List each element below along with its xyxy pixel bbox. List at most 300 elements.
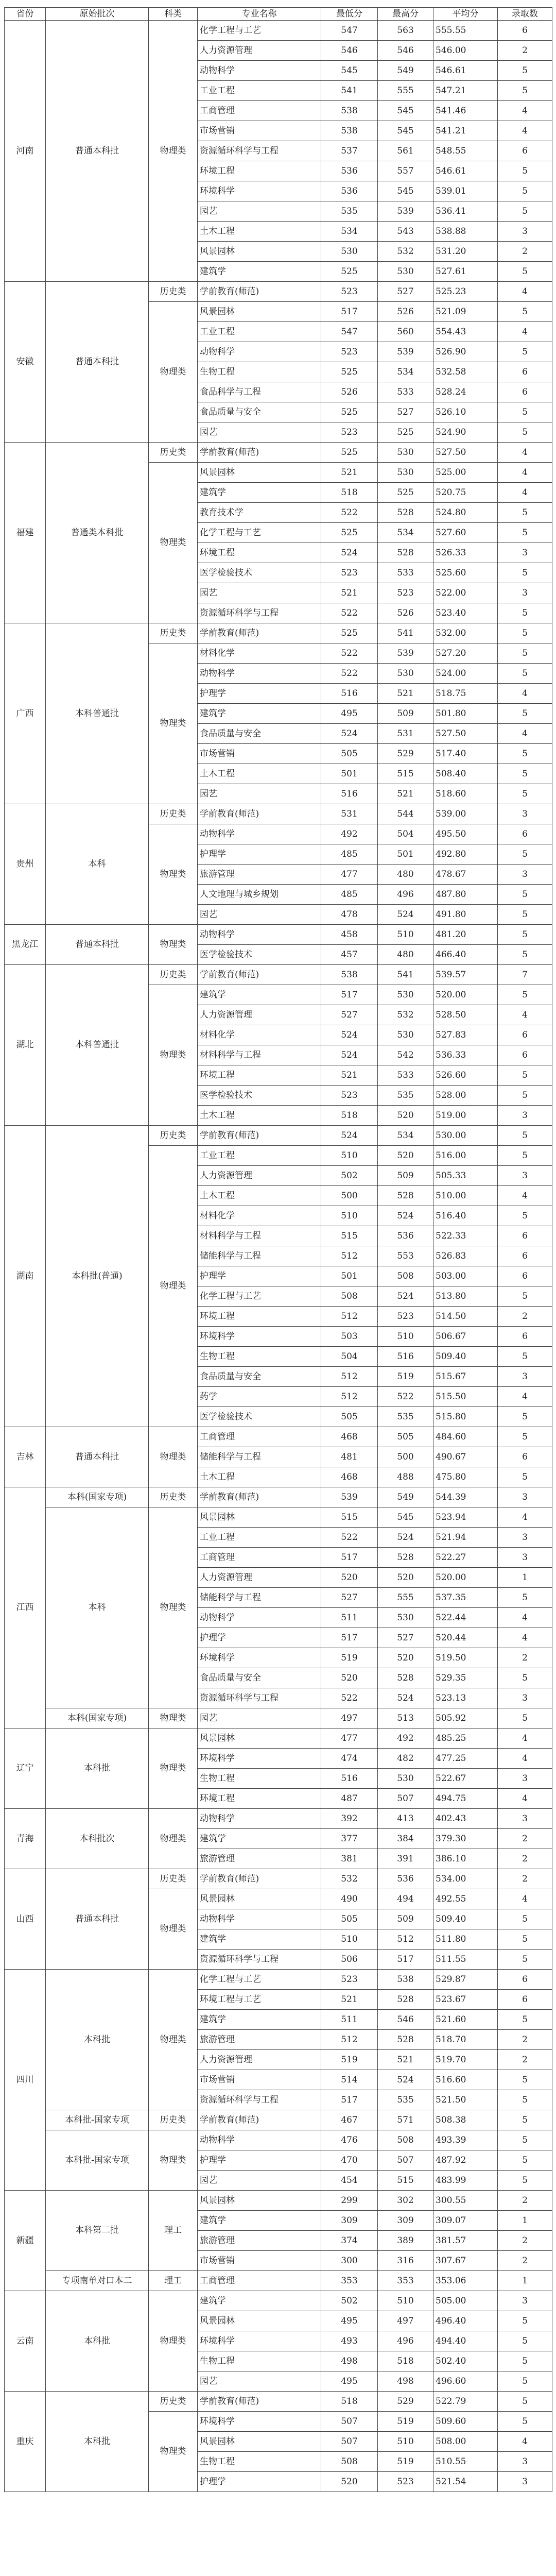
admitted-count-cell: 5 — [498, 2150, 552, 2171]
avg-score-cell: 478.67 — [433, 865, 498, 885]
avg-score-cell: 520.00 — [433, 985, 498, 1005]
admitted-count-cell: 5 — [498, 1206, 552, 1226]
min-score-cell: 525 — [321, 443, 378, 463]
max-score-cell: 545 — [378, 101, 433, 121]
category-cell: 物理类 — [149, 1507, 198, 1708]
max-score-cell: 384 — [378, 1829, 433, 1849]
category-cell: 历史类 — [149, 804, 198, 824]
admitted-count-cell: 5 — [498, 523, 552, 543]
avg-score-cell: 516.40 — [433, 1206, 498, 1226]
admitted-count-cell: 5 — [498, 2371, 552, 2392]
avg-score-cell: 466.40 — [433, 945, 498, 965]
min-score-cell: 537 — [321, 141, 378, 161]
category-cell: 物理类 — [149, 1728, 198, 1809]
province-cell: 广西 — [5, 623, 46, 804]
major-name-cell: 旅游管理 — [198, 2030, 321, 2050]
major-name-cell: 园艺 — [198, 1708, 321, 1728]
admitted-count-cell: 5 — [498, 302, 552, 322]
major-name-cell: 材料科学与工程 — [198, 1045, 321, 1065]
admitted-count-cell: 5 — [498, 2130, 552, 2150]
admitted-count-cell: 5 — [498, 1950, 552, 1970]
major-name-cell: 化学工程与工艺 — [198, 523, 321, 543]
avg-score-cell: 402.43 — [433, 1809, 498, 1829]
major-name-cell: 环境工程 — [198, 1789, 321, 1809]
major-name-cell: 食品质量与安全 — [198, 724, 321, 744]
admitted-count-cell: 3 — [498, 1106, 552, 1126]
min-score-cell: 300 — [321, 2251, 378, 2271]
table-row — [5, 965, 552, 985]
min-score-cell: 485 — [321, 885, 378, 905]
batch-cell: 专项南单对口本二 — [46, 2271, 149, 2291]
min-score-cell: 478 — [321, 905, 378, 925]
min-score-cell: 525 — [321, 623, 378, 643]
min-score-cell: 539 — [321, 1487, 378, 1507]
major-name-cell: 生物工程 — [198, 1769, 321, 1789]
avg-score-cell: 526.90 — [433, 342, 498, 362]
admitted-count-cell: 5 — [498, 744, 552, 764]
major-name-cell: 建筑学 — [198, 483, 321, 503]
avg-score-cell: 547.21 — [433, 81, 498, 101]
admitted-count-cell: 4 — [498, 1728, 552, 1749]
major-name-cell: 园艺 — [198, 905, 321, 925]
batch-cell: 本科(国家专项) — [46, 1708, 149, 1728]
avg-score-cell: 527.20 — [433, 643, 498, 664]
max-score-cell: 545 — [378, 121, 433, 141]
avg-score-cell: 532.00 — [433, 623, 498, 643]
min-score-cell: 536 — [321, 161, 378, 181]
major-name-cell: 动物科学 — [198, 664, 321, 684]
avg-score-cell: 522.33 — [433, 1226, 498, 1246]
avg-score-cell: 544.39 — [433, 1487, 498, 1507]
admitted-count-cell: 5 — [498, 161, 552, 181]
max-score-cell: 501 — [378, 844, 433, 865]
max-score-cell: 538 — [378, 1970, 433, 1990]
major-name-cell: 食品质量与安全 — [198, 1668, 321, 1688]
major-name-cell: 园艺 — [198, 201, 321, 222]
admitted-count-cell: 5 — [498, 623, 552, 643]
table-row — [5, 1809, 552, 1829]
min-score-cell: 516 — [321, 1769, 378, 1789]
min-score-cell: 508 — [321, 2452, 378, 2472]
max-score-cell: 530 — [378, 1769, 433, 1789]
min-score-cell: 522 — [321, 643, 378, 664]
batch-cell: 本科批 — [46, 1728, 149, 1809]
max-score-cell: 525 — [378, 483, 433, 503]
avg-score-cell: 523.13 — [433, 1688, 498, 1708]
avg-score-cell: 490.67 — [433, 1447, 498, 1467]
avg-score-cell: 527.61 — [433, 262, 498, 282]
avg-score-cell: 515.67 — [433, 1367, 498, 1387]
max-score-cell: 528 — [378, 503, 433, 523]
table-row — [5, 2291, 552, 2311]
admitted-count-cell: 2 — [498, 1307, 552, 1327]
max-score-cell: 563 — [378, 21, 433, 41]
max-score-cell: 525 — [378, 422, 433, 443]
max-score-cell: 530 — [378, 985, 433, 1005]
avg-score-cell: 529.87 — [433, 1970, 498, 1990]
avg-score-cell: 534.00 — [433, 1869, 498, 1889]
major-name-cell: 人力资源管理 — [198, 1166, 321, 1186]
min-score-cell: 517 — [321, 985, 378, 1005]
major-name-cell: 动物科学 — [198, 1608, 321, 1628]
max-score-cell: 528 — [378, 543, 433, 563]
major-name-cell: 资源循环科学与工程 — [198, 2090, 321, 2110]
max-score-cell: 524 — [378, 1688, 433, 1708]
admitted-count-cell: 6 — [498, 1045, 552, 1065]
min-score-cell: 506 — [321, 1950, 378, 1970]
avg-score-cell: 555.55 — [433, 21, 498, 41]
avg-score-cell: 506.67 — [433, 1327, 498, 1347]
batch-cell: 本科批-国家专项 — [46, 2110, 149, 2130]
max-score-cell: 505 — [378, 1427, 433, 1447]
major-name-cell: 人力资源管理 — [198, 2050, 321, 2070]
max-score-cell: 510 — [378, 925, 433, 945]
max-score-cell: 534 — [378, 362, 433, 382]
admitted-count-cell: 2 — [498, 2050, 552, 2070]
min-score-cell: 523 — [321, 342, 378, 362]
category-cell: 物理类 — [149, 463, 198, 623]
max-score-cell: 560 — [378, 322, 433, 342]
min-score-cell: 477 — [321, 1728, 378, 1749]
max-score-cell: 524 — [378, 1528, 433, 1548]
min-score-cell: 517 — [321, 2090, 378, 2110]
max-score-cell: 516 — [378, 1347, 433, 1367]
min-score-cell: 524 — [321, 543, 378, 563]
avg-score-cell: 518.60 — [433, 784, 498, 804]
max-score-cell: 492 — [378, 1728, 433, 1749]
avg-score-cell: 501.80 — [433, 704, 498, 724]
category-cell: 理工 — [149, 2271, 198, 2291]
admitted-count-cell: 6 — [498, 1246, 552, 1266]
major-name-cell: 建筑学 — [198, 985, 321, 1005]
min-score-cell: 454 — [321, 2171, 378, 2191]
avg-score-cell: 484.60 — [433, 1427, 498, 1447]
category-cell: 历史类 — [149, 1869, 198, 1889]
admitted-count-cell: 5 — [498, 1347, 552, 1367]
table-row — [5, 282, 552, 302]
min-score-cell: 381 — [321, 1849, 378, 1869]
major-name-cell: 市场营销 — [198, 2251, 321, 2271]
major-name-cell: 旅游管理 — [198, 865, 321, 885]
min-score-cell: 527 — [321, 1005, 378, 1025]
major-name-cell: 园艺 — [198, 2371, 321, 2392]
min-score-cell: 516 — [321, 684, 378, 704]
category-cell: 物理类 — [149, 2130, 198, 2191]
major-name-cell: 风景园林 — [198, 2191, 321, 2211]
category-cell: 历史类 — [149, 623, 198, 643]
admitted-count-cell: 5 — [498, 2331, 552, 2351]
admitted-count-cell: 6 — [498, 824, 552, 844]
major-name-cell: 工业工程 — [198, 1146, 321, 1166]
avg-score-cell: 492.80 — [433, 844, 498, 865]
min-score-cell: 510 — [321, 1929, 378, 1950]
admitted-count-cell: 3 — [498, 1688, 552, 1708]
admitted-count-cell: 5 — [498, 2090, 552, 2110]
admitted-count-cell: 5 — [498, 764, 552, 784]
admitted-count-cell: 5 — [498, 1909, 552, 1929]
avg-score-cell: 523.94 — [433, 1507, 498, 1528]
major-name-cell: 动物科学 — [198, 342, 321, 362]
avg-score-cell: 527.50 — [433, 724, 498, 744]
admitted-count-cell: 5 — [498, 1588, 552, 1608]
admitted-count-cell: 4 — [498, 282, 552, 302]
major-name-cell: 旅游管理 — [198, 2231, 321, 2251]
avg-score-cell: 520.75 — [433, 483, 498, 503]
avg-score-cell: 386.10 — [433, 1849, 498, 1869]
min-score-cell: 521 — [321, 1990, 378, 2010]
avg-score-cell: 526.83 — [433, 1246, 498, 1266]
table-body — [5, 21, 552, 2492]
table-row — [5, 1970, 552, 1990]
max-score-cell: 413 — [378, 1809, 433, 1829]
min-score-cell: 503 — [321, 1327, 378, 1347]
max-score-cell: 528 — [378, 2030, 433, 2050]
avg-score-cell: 539.57 — [433, 965, 498, 985]
avg-score-cell: 520.00 — [433, 1568, 498, 1588]
table-row — [5, 1869, 552, 1889]
min-score-cell: 458 — [321, 925, 378, 945]
min-score-cell: 521 — [321, 463, 378, 483]
admission-score-table — [4, 7, 552, 2492]
admitted-count-cell: 3 — [498, 1487, 552, 1507]
province-cell: 重庆 — [5, 2392, 46, 2492]
admitted-count-cell: 6 — [498, 1990, 552, 2010]
min-score-cell: 487 — [321, 1789, 378, 1809]
avg-score-cell: 539.00 — [433, 804, 498, 824]
avg-score-cell: 511.80 — [433, 1929, 498, 1950]
avg-score-cell: 527.83 — [433, 1025, 498, 1045]
province-cell: 湖南 — [5, 1126, 46, 1427]
admitted-count-cell: 5 — [498, 2351, 552, 2371]
admitted-count-cell: 6 — [498, 382, 552, 402]
major-name-cell: 学前教育(师范) — [198, 1869, 321, 1889]
min-score-cell: 521 — [321, 583, 378, 603]
admitted-count-cell: 5 — [498, 503, 552, 523]
admitted-count-cell: 1 — [498, 1568, 552, 1588]
admitted-count-cell: 4 — [498, 1749, 552, 1769]
max-score-cell: 527 — [378, 402, 433, 422]
min-score-cell: 353 — [321, 2271, 378, 2291]
avg-score-cell: 523.40 — [433, 603, 498, 623]
admitted-count-cell: 6 — [498, 1447, 552, 1467]
avg-score-cell: 511.55 — [433, 1950, 498, 1970]
max-score-cell: 524 — [378, 905, 433, 925]
admitted-count-cell: 2 — [498, 2251, 552, 2271]
avg-score-cell: 528.50 — [433, 1005, 498, 1025]
min-score-cell: 520 — [321, 2472, 378, 2492]
major-name-cell: 学前教育(师范) — [198, 2392, 321, 2412]
admitted-count-cell: 4 — [498, 443, 552, 463]
batch-cell: 本科批 — [46, 2392, 149, 2492]
batch-cell: 本科批 — [46, 2291, 149, 2392]
major-name-cell: 教育技术学 — [198, 503, 321, 523]
major-name-cell: 环境科学 — [198, 181, 321, 201]
major-name-cell: 人文地理与城乡规划 — [198, 885, 321, 905]
admitted-count-cell: 2 — [498, 1648, 552, 1668]
major-name-cell: 人力资源管理 — [198, 41, 321, 61]
major-name-cell: 环境科学 — [198, 1749, 321, 1769]
table-row — [5, 2110, 552, 2130]
min-score-cell: 526 — [321, 382, 378, 402]
avg-score-cell: 307.67 — [433, 2251, 498, 2271]
admitted-count-cell: 5 — [498, 1065, 552, 1086]
major-name-cell: 材料化学 — [198, 1206, 321, 1226]
avg-score-cell: 548.55 — [433, 141, 498, 161]
major-name-cell: 材料化学 — [198, 643, 321, 664]
max-score-cell: 530 — [378, 1608, 433, 1628]
max-score-cell: 523 — [378, 2472, 433, 2492]
major-name-cell: 资源循环科学与工程 — [198, 1950, 321, 1970]
min-score-cell: 523 — [321, 1086, 378, 1106]
major-name-cell: 工商管理 — [198, 2271, 321, 2291]
category-cell: 物理类 — [149, 643, 198, 804]
max-score-cell: 544 — [378, 804, 433, 824]
table-row — [5, 2392, 552, 2412]
avg-score-cell: 505.92 — [433, 1708, 498, 1728]
max-score-cell: 530 — [378, 443, 433, 463]
header-province: 省份 — [5, 8, 46, 21]
province-cell: 新疆 — [5, 2191, 46, 2291]
major-name-cell: 土木工程 — [198, 1186, 321, 1206]
max-score-cell: 520 — [378, 1568, 433, 1588]
province-cell: 河南 — [5, 21, 46, 282]
min-score-cell: 536 — [321, 181, 378, 201]
admitted-count-cell: 2 — [498, 2191, 552, 2211]
min-score-cell: 309 — [321, 2211, 378, 2231]
max-score-cell: 510 — [378, 1327, 433, 1347]
max-score-cell: 528 — [378, 1186, 433, 1206]
admitted-count-cell: 3 — [498, 1809, 552, 1829]
admitted-count-cell: 3 — [498, 804, 552, 824]
admitted-count-cell: 1 — [498, 2211, 552, 2231]
admitted-count-cell: 6 — [498, 1226, 552, 1246]
admitted-count-cell: 5 — [498, 844, 552, 865]
max-score-cell: 535 — [378, 1086, 433, 1106]
major-name-cell: 市场营销 — [198, 2070, 321, 2090]
max-score-cell: 524 — [378, 1286, 433, 1307]
avg-score-cell: 530.00 — [433, 1126, 498, 1146]
major-name-cell: 生物工程 — [198, 2452, 321, 2472]
max-score-cell: 535 — [378, 1407, 433, 1427]
min-score-cell: 524 — [321, 1025, 378, 1045]
avg-score-cell: 496.40 — [433, 2311, 498, 2331]
avg-score-cell: 508.00 — [433, 2432, 498, 2452]
major-name-cell: 动物科学 — [198, 61, 321, 81]
min-score-cell: 516 — [321, 784, 378, 804]
admitted-count-cell: 2 — [498, 1829, 552, 1849]
min-score-cell: 477 — [321, 865, 378, 885]
max-score-cell: 533 — [378, 1065, 433, 1086]
avg-score-cell: 526.10 — [433, 402, 498, 422]
min-score-cell: 507 — [321, 2432, 378, 2452]
avg-score-cell: 485.25 — [433, 1728, 498, 1749]
max-score-cell: 521 — [378, 2050, 433, 2070]
max-score-cell: 545 — [378, 181, 433, 201]
admitted-count-cell: 6 — [498, 1327, 552, 1347]
max-score-cell: 517 — [378, 1950, 433, 1970]
max-score-cell: 530 — [378, 262, 433, 282]
category-cell: 物理类 — [149, 1427, 198, 1487]
batch-cell: 本科普通批 — [46, 965, 149, 1126]
avg-score-cell: 526.33 — [433, 543, 498, 563]
min-score-cell: 547 — [321, 21, 378, 41]
min-score-cell: 520 — [321, 1668, 378, 1688]
avg-score-cell: 536.33 — [433, 1045, 498, 1065]
avg-score-cell: 519.00 — [433, 1106, 498, 1126]
batch-cell: 本科批-国家专项 — [46, 2130, 149, 2191]
max-score-cell: 302 — [378, 2191, 433, 2211]
table-row — [5, 1507, 552, 1528]
min-score-cell: 511 — [321, 2010, 378, 2030]
major-name-cell: 风景园林 — [198, 1728, 321, 1749]
major-name-cell: 环境科学 — [198, 1327, 321, 1347]
admitted-count-cell: 6 — [498, 21, 552, 41]
min-score-cell: 512 — [321, 1307, 378, 1327]
avg-score-cell: 546.61 — [433, 161, 498, 181]
category-cell: 物理类 — [149, 1708, 198, 1728]
admitted-count-cell: 5 — [498, 2010, 552, 2030]
avg-score-cell: 491.80 — [433, 905, 498, 925]
avg-score-cell: 515.80 — [433, 1407, 498, 1427]
avg-score-cell: 522.27 — [433, 1548, 498, 1568]
admitted-count-cell: 3 — [498, 1528, 552, 1548]
min-score-cell: 495 — [321, 2371, 378, 2392]
min-score-cell: 510 — [321, 1146, 378, 1166]
max-score-cell: 526 — [378, 603, 433, 623]
min-score-cell: 541 — [321, 81, 378, 101]
avg-score-cell: 522.00 — [433, 583, 498, 603]
max-score-cell: 536 — [378, 1869, 433, 1889]
min-score-cell: 523 — [321, 282, 378, 302]
category-cell: 理工 — [149, 2191, 198, 2271]
max-score-cell: 546 — [378, 2010, 433, 2030]
avg-score-cell: 487.92 — [433, 2150, 498, 2171]
admitted-count-cell: 3 — [498, 1548, 552, 1568]
min-score-cell: 495 — [321, 2311, 378, 2331]
admitted-count-cell: 2 — [498, 242, 552, 262]
major-name-cell: 学前教育(师范) — [198, 623, 321, 643]
min-score-cell: 524 — [321, 1045, 378, 1065]
min-score-cell: 498 — [321, 2351, 378, 2371]
min-score-cell: 508 — [321, 1286, 378, 1307]
admitted-count-cell: 5 — [498, 342, 552, 362]
avg-score-cell: 510.00 — [433, 1186, 498, 1206]
major-name-cell: 护理学 — [198, 2150, 321, 2171]
admitted-count-cell: 5 — [498, 1929, 552, 1950]
max-score-cell: 391 — [378, 1849, 433, 1869]
avg-score-cell: 514.50 — [433, 1307, 498, 1327]
max-score-cell: 539 — [378, 342, 433, 362]
avg-score-cell: 483.99 — [433, 2171, 498, 2191]
min-score-cell: 525 — [321, 402, 378, 422]
max-score-cell: 553 — [378, 1246, 433, 1266]
admitted-count-cell: 4 — [498, 684, 552, 704]
major-name-cell: 学前教育(师范) — [198, 804, 321, 824]
major-name-cell: 环境工程 — [198, 1307, 321, 1327]
major-name-cell: 建筑学 — [198, 704, 321, 724]
min-score-cell: 501 — [321, 764, 378, 784]
major-name-cell: 环境科学 — [198, 2412, 321, 2432]
max-score-cell: 498 — [378, 2371, 433, 2392]
avg-score-cell: 521.09 — [433, 302, 498, 322]
category-cell: 历史类 — [149, 1126, 198, 1146]
major-name-cell: 园艺 — [198, 2171, 321, 2191]
batch-cell: 本科批 — [46, 1970, 149, 2110]
batch-cell: 本科 — [46, 804, 149, 925]
min-score-cell: 545 — [321, 61, 378, 81]
admitted-count-cell: 5 — [498, 1086, 552, 1106]
major-name-cell: 护理学 — [198, 1628, 321, 1648]
